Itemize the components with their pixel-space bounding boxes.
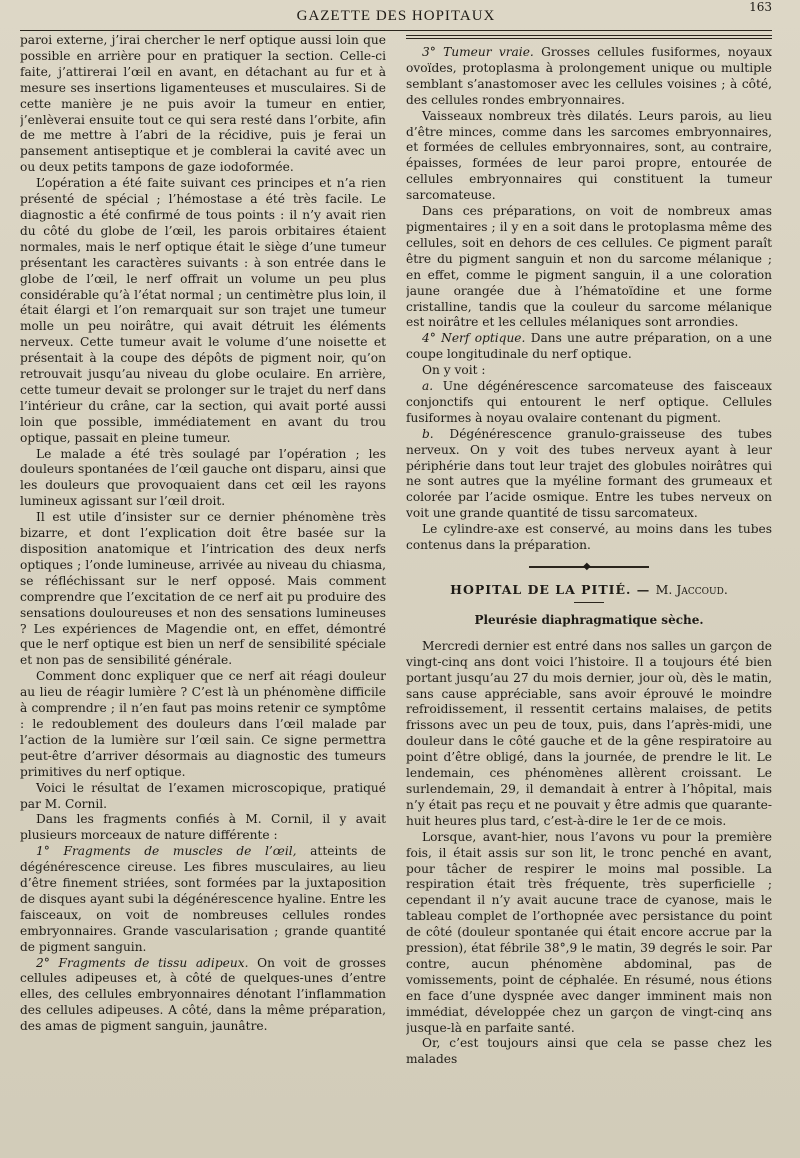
paragraph: [406, 331, 772, 363]
paragraph: [20, 176, 386, 446]
right-column: [406, 33, 772, 1143]
paragraph-text: Dans une autre préparation, on a une coupe longitudinale du nerf optique.: [406, 331, 772, 362]
paragraph-text: On y voit :: [422, 363, 486, 378]
paragraph: [406, 379, 772, 427]
paragraph-text: atteints de dégénérescence cireuse. Les fibres musculaires, au lieu d’être finement striées, sont formées par la juxtaposition de disques ayant subi la dégénérescence hyaline. Entre les faisceaux, on voit de nombreuses cellules rondes embryonnaires. Grande vascularisation ; grande quantité de pigment sanguin.: [20, 844, 386, 954]
paragraph-lead: a.: [422, 379, 434, 394]
paragraph-text: paroi externe, j’irai chercher le nerf optique aussi loin que possible en arrière pour en pratiquer la section. Celle-ci faite, j’attirerai l’œil en avant, en détachant au fur et à mesure ses insertions ligamenteuses et musculaires. Si de cette manière je ne puis avoir la tumeur en entier, j’enlèverai ensuite tout ce qui sera resté dans l’orbite, afin de me mettre à l’abri de la récidive, puis je ferai un pansement antiseptique et je comblerai la cavité avec un ou deux petits tampons de gaze iodoformée.: [20, 33, 386, 175]
paragraph: [406, 639, 772, 830]
paragraph: [20, 844, 386, 955]
page-header: [20, 0, 772, 30]
paragraph-text: Vaisseaux nombreux très dilatés. Leurs parois, au lieu d’être minces, comme dans les sarcomes embryonnaires, et formées de cellules embryonnaires, sont, au contraire, épaisses, formées de leur paroi propre, entourée de cellules embryonnaires qui constituent la tumeur sarcomateuse.: [406, 108, 772, 203]
paragraph: [20, 669, 386, 780]
right-column-top-rule-2: [406, 38, 772, 39]
paragraph: [20, 956, 386, 1036]
paragraph-lead: b.: [422, 426, 434, 441]
paragraph: [406, 204, 772, 331]
section-author: M. Jaccoud.: [655, 582, 728, 597]
paragraph-text: Une dégénérescence sarcomateuse des faisceaux conjonctifs qui entourent le nerf optique. Cellules fusiformes à noyau ovalaire contenant du pigment.: [406, 379, 772, 425]
paragraph-lead: 4° Nerf optique.: [422, 331, 526, 346]
section-title: [406, 582, 772, 598]
paragraph-text: Dans les fragments confiés à M. Cornil, il y avait plusieurs morceaux de nature différente :: [20, 812, 386, 843]
page-number: 163: [749, 0, 772, 14]
article-subtitle: Pleurésie diaphragmatique sèche.: [474, 612, 704, 627]
paragraph: [406, 1036, 772, 1068]
paragraph-text: Voici le résultat de l’examen microscopique, pratiqué par M. Cornil.: [20, 780, 386, 811]
paragraph-text: Il est utile d’insister sur ce dernier phénomène très bizarre, et dont l’explication doit être basée sur la disposition anatomique et l’intrication des deux nerfs optiques ; l’onde lumineuse, arrivée au niveau du chiasma, se réfléchissant sur le nerf opposé. Mais comment comprendre que l’excitation de ce nerf ait pu produire des sensations douloureuses et non des sensations lumineuses ? Les expériences de Magendie ont, en effet, démontré que le nerf optique est bien un nerf de sensibilité spéciale et non pas de sensibilité générale.: [20, 510, 386, 668]
left-column: [20, 33, 386, 1143]
paragraph-lead: 3° Tumeur vraie.: [422, 45, 534, 59]
paragraph-text: Le malade a été très soulagé par l’opération ; les douleurs spontanées de l’œil gauche ont disparu, ainsi que les douleurs que provoquaient dans cet œil les rayons lumineux agissant sur l’œil droit.: [20, 446, 386, 509]
paragraph: [406, 427, 772, 522]
header-rule: [20, 30, 772, 31]
paragraph: [406, 45, 772, 109]
paragraph: [406, 522, 772, 554]
paragraph: [20, 33, 386, 176]
hospital-name: HOPITAL DE LA PITIÉ. —: [450, 582, 656, 597]
paragraph-text: L’opération a été faite suivant ces principes et n’a rien présenté de spécial ; l’hémostase a été très facile. Le diagnostic a été confirmé de tous points : il n’y avait rien du côté du globe de l’œil, les parois orbitaires étaient normales, mais le nerf optique était le siège d’une tumeur présentant les caractères suivants : à son entrée dans le globe de l’œil, le nerf offrait un volume un peu plus considérable qu’à l’état normal ; un centimètre plus loin, il était élargi et l’on remarquait sur son trajet une tumeur molle un peu noirâtre, qui avait détruit les éléments nerveux. Cette tumeur avait le volume d’une noisette et présentait à la coupe des dépôts de pigment noir, qu’on retrouvait jusqu’au niveau du globe oculaire. En arrière, cette tumeur devait se prolonger sur le trajet du nerf dans l’intérieur du crâne, car la section, qui avait porté aussi loin que possible, immédiatement en avant du trou optique, passait en pleine tumeur.: [20, 176, 386, 445]
right-column-top-text: [406, 45, 772, 554]
paragraph: [20, 510, 386, 669]
paragraph-text: Comment donc expliquer que ce nerf ait réagi douleur au lieu de réagir lumière ? C’est là un phénomène difficile à comprendre ; il n’en faut pas moins retenir ce symptôme : le redoublement des douleurs dans l’œil malade par l’action de la lumière sur l’œil sain. Ce signe permettra peut-être d’arriver désormais au diagnostic des tumeurs primitives du nerf optique.: [20, 669, 386, 779]
paragraph-text: Grosses cellules fusiformes, noyaux ovoïdes, protoplasma à prolongement unique ou multiple semblant s’anastomoser avec les cellules voisines ; à côté, des cellules rondes embryonnaires.: [406, 45, 772, 107]
journal-title: GAZETTE DES HOPITAUX: [296, 8, 496, 24]
paragraph: [20, 781, 386, 813]
columns: [20, 33, 772, 1143]
paragraph-lead: 1° Fragments de muscles de l’œil,: [36, 844, 297, 859]
right-column-top-rule: [406, 35, 772, 36]
paragraph: [20, 812, 386, 844]
paragraph-text: On voit de grosses cellules adipeuses et, à côté de quelques-unes d’entre elles, des cellules embryonnaires dénotant l’inflammation des cellules adipeuses. A côté, dans la même préparation, des amas de pigment sanguin, jaunâtre.: [20, 955, 386, 1034]
paragraph: [406, 830, 772, 1037]
right-column-bottom-text: [406, 639, 772, 1068]
paragraph-text: Dégénérescence granulo-graisseuse des tubes nerveux. On y voit des tubes nerveux ayant à leur périphérie dans tout leur trajet des globules noirâtres qui ne sont autres que la myéline formant des grumeaux et colorée par l’acide osmique. Entre les tubes nerveux on voit une grande quantité de tissu sarcomateux.: [406, 426, 772, 521]
paragraph: [20, 447, 386, 511]
paragraph-text: Le cylindre-axe est conservé, au moins dans les tubes contenus dans la préparation.: [406, 522, 772, 553]
paragraph-text: Lorsque, avant-hier, nous l’avons vu pour la première fois, il était assis sur son lit, le tronc penché en avant, pour tâcher de respirer le moins mal possible. La respiration était très fréquente, très superficielle ; cependant il n’y avait aucune trace de cyanose, mais le tableau complet de l’orthopnée avec persistance du point de côté (douleur spontanée qui était encore accrue par la pression), état fébrile 38°,9 le matin, 39 degrés le soir. Par contre, aucun phénomène abdominal, pas de vomissements, point de céphalée. En résumé, nous étions en face d’une dyspnée avec danger imminent mais non immédiat, développée chez un garçon de vingt-cinq ans jusque-là en parfaite santé.: [406, 829, 772, 1035]
paragraph-lead: 2° Fragments de tissu adipeux.: [36, 955, 249, 970]
paragraph-text: Or, c’est toujours ainsi que cela se passe chez les malades: [406, 1036, 772, 1067]
paragraph-text: Dans ces préparations, on voit de nombreux amas pigmentaires ; il y en a soit dans le protoplasma même des cellules, soit en dehors de ces cellules. Ce pigment paraît être du pigment sanguin et non du sarcome mélanique ; en effet, comme le pigment sanguin, il a une coloration jaune orangée due à l’hématoïdine et une forme cristalline, tandis que la couleur du sarcome mélanique est noirâtre et les cellules mélaniques sont arrondies.: [406, 204, 772, 330]
paragraph: [406, 363, 772, 379]
paragraph-text: Mercredi dernier est entré dans nos salles un garçon de vingt-cinq ans dont voici l’histoire. Il a toujours été bien portant jusqu’au 27 du mois dernier, jour où, dès le matin, sans cause appréciable, sans avoir éprouvé le moindre refroidissement, il ressentit certains malaises, de petits frissons avec un peu de toux, puis, dans l’après-midi, une douleur dans le côté gauche et de la gêne respiratoire au point d’être obligé, dans la journée, de prendre le lit. Le lendemain, ces phénomènes allèrent croissant. Le surlendemain, 29, il demandait à entrer à l’hôpital, mais n’y était pas reçu et ne pouvait y être admis que quarante-huit heures plus tard, c’est-à-dire le 1er de ce mois.: [406, 638, 772, 828]
section-divider: [529, 566, 649, 568]
paragraph: [406, 109, 772, 204]
section-rule: [574, 602, 604, 603]
